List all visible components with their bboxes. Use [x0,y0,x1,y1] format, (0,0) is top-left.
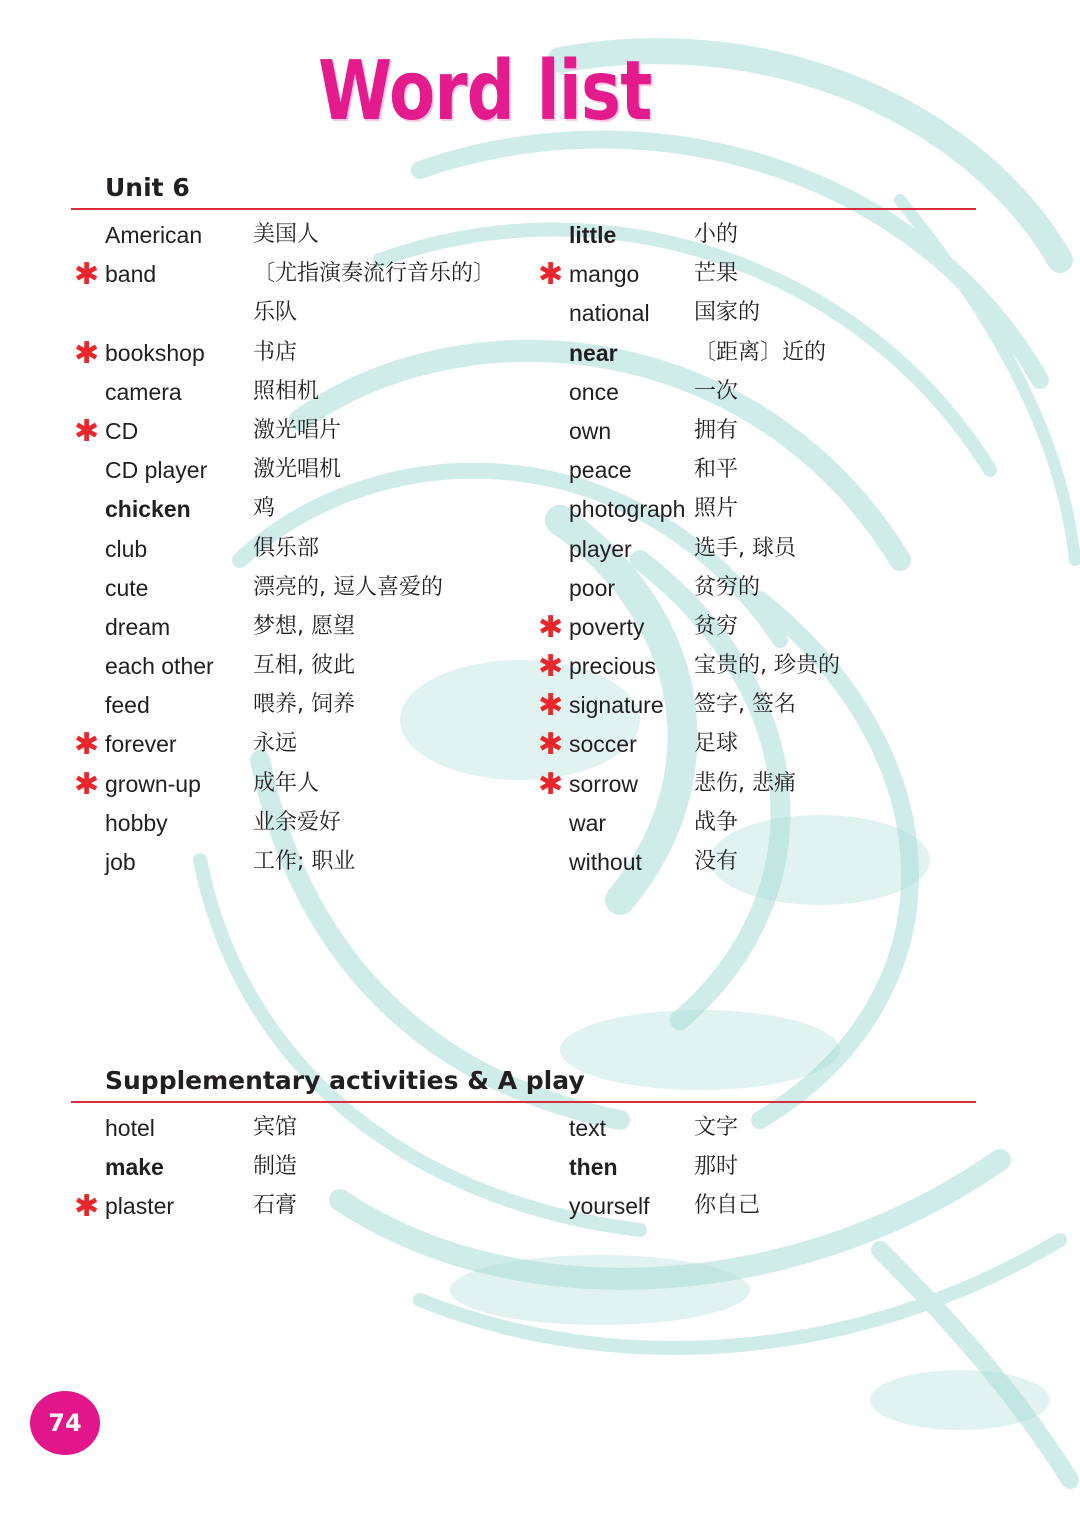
star-icon: ✱ [74,727,100,763]
english-word: then [569,1154,618,1181]
chinese-meaning: 选手, 球员 [694,535,796,561]
section-heading: Supplementary activities & A play [105,1066,585,1095]
english-word: own [569,417,612,444]
star-icon: ✱ [74,766,100,802]
chinese-meaning: 国家的 [694,300,761,326]
chinese-meaning: 和平 [694,457,739,483]
chinese-meaning: 激光唱机 [253,457,342,483]
star-icon: ✱ [538,766,564,802]
star-icon: ✱ [74,1189,100,1225]
section-divider [71,1101,976,1103]
english-word: each other [105,653,214,680]
english-word: plaster [105,1193,175,1220]
chinese-meaning: 宾馆 [253,1115,298,1140]
chinese-meaning: 互相, 彼此 [253,653,355,679]
chinese-meaning: 一次 [694,378,739,404]
star-icon: ✱ [538,688,564,724]
chinese-meaning: 悲伤, 悲痛 [694,770,796,796]
english-word: near [569,339,618,366]
english-word: hobby [105,809,168,836]
chinese-meaning: 没有 [694,849,739,874]
english-word: mango [569,261,640,288]
english-word: American [105,222,203,248]
page-title: Word list [318,44,652,139]
english-word: CD [105,417,139,444]
chinese-meaning: 芒果 [694,261,739,287]
english-word: cute [105,574,149,601]
page-number-badge: 74 [30,1391,100,1455]
chinese-meaning: 鸡 [253,496,276,522]
chinese-meaning: 照片 [694,496,739,522]
english-word: soccer [569,731,637,758]
english-word: player [569,535,632,562]
english-word: yourself [569,1193,650,1220]
star-icon: ✱ [538,727,564,763]
chinese-meaning: 拥有 [694,417,739,443]
english-word: photograph [569,496,686,523]
english-word: little [569,222,617,248]
chinese-meaning: 永远 [253,731,298,757]
english-word: peace [569,457,632,484]
english-word: national [569,300,650,327]
star-icon: ✱ [74,257,100,293]
english-word: poverty [569,613,645,640]
star-icon: ✱ [74,335,100,371]
english-word: grown-up [105,770,201,797]
chinese-meaning: 贫穷的 [694,574,761,600]
chinese-meaning: 工作; 职业 [253,849,356,874]
chinese-meaning: 〔尤指演奏流行音乐的〕 [253,261,496,287]
chinese-meaning: 那时 [694,1154,739,1180]
star-icon: ✱ [538,609,564,645]
english-word: sorrow [569,770,639,797]
english-word: precious [569,653,656,680]
english-word: hotel [105,1115,155,1141]
chinese-meaning: 喂养, 饲养 [253,692,355,718]
english-word: camera [105,378,182,405]
chinese-meaning: 业余爱好 [253,809,342,835]
english-word: job [105,849,136,875]
chinese-meaning: 照相机 [253,378,320,404]
chinese-meaning: 激光唱片 [253,417,342,443]
english-word: make [105,1154,164,1181]
chinese-meaning: 制造 [253,1154,298,1180]
chinese-meaning: 漂亮的, 逗人喜爱的 [253,574,443,600]
chinese-meaning: 〔距离〕近的 [694,339,827,365]
chinese-meaning: 贫穷 [694,613,739,639]
section-heading: Unit 6 [105,173,190,202]
english-word: without [569,849,642,875]
star-icon: ✱ [538,649,564,685]
chinese-meaning: 文字 [694,1115,739,1140]
chinese-meaning: 梦想, 愿望 [253,613,355,639]
chinese-meaning: 签字, 签名 [694,692,796,718]
english-word: club [105,535,148,562]
chinese-meaning: 小的 [694,222,739,247]
english-word: chicken [105,496,191,523]
chinese-meaning: 宝贵的, 珍贵的 [694,653,840,679]
english-word: once [569,378,619,405]
section-divider [71,208,976,210]
english-word: text [569,1115,607,1141]
english-word: forever [105,731,177,758]
english-word: band [105,261,157,288]
chinese-meaning: 石膏 [253,1193,298,1219]
english-word: poor [569,574,616,601]
english-word: bookshop [105,339,205,366]
chinese-meaning: 你自己 [694,1193,761,1219]
english-word: feed [105,692,150,719]
star-icon: ✱ [538,257,564,293]
chinese-meaning: 战争 [694,809,739,835]
english-word: CD player [105,457,208,484]
english-word: dream [105,613,171,640]
chinese-meaning: 美国人 [253,222,320,247]
english-word: signature [569,692,664,719]
chinese-meaning: 足球 [694,731,739,757]
star-icon: ✱ [74,413,100,449]
english-word: war [569,809,607,836]
chinese-meaning: 书店 [253,339,298,365]
chinese-meaning: 乐队 [253,300,298,326]
chinese-meaning: 俱乐部 [253,535,320,561]
chinese-meaning: 成年人 [253,770,320,796]
